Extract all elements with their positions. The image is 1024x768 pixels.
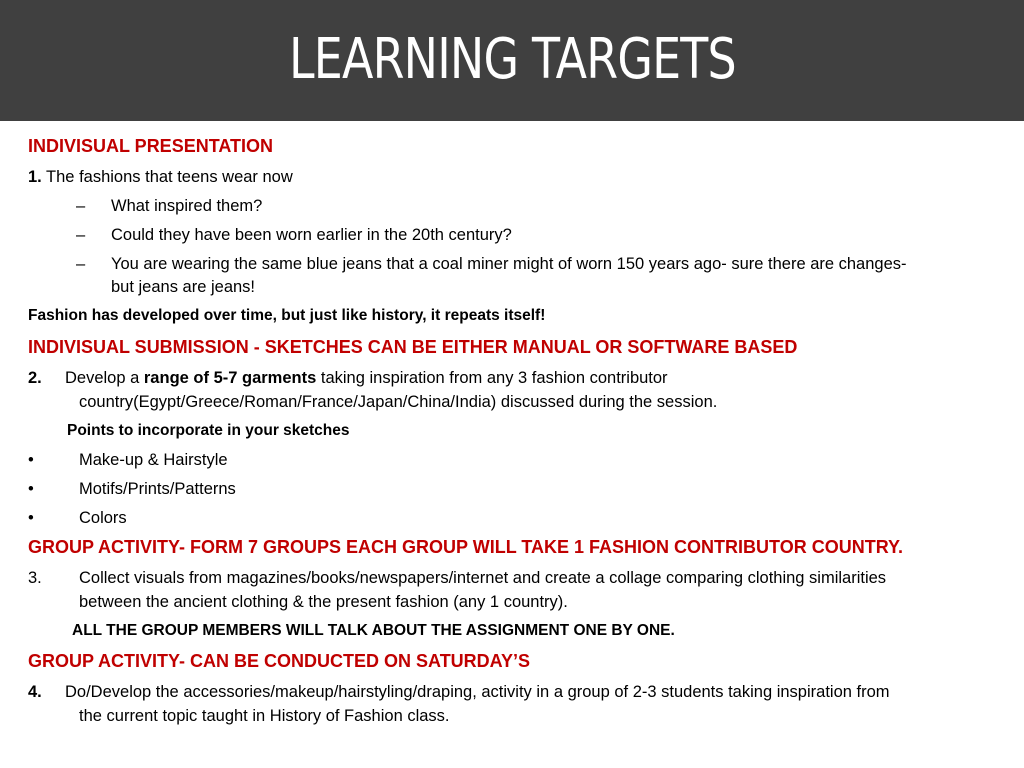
- item-2-post: taking inspiration from any 3 fashion contributor: [316, 369, 668, 387]
- section-heading-individual-submission: INDIVISUAL SUBMISSION - SKETCHES CAN BE EITHER MANUAL OR SOFTWARE BASED: [28, 337, 798, 357]
- section-heading-group-activity-saturday: GROUP ACTIVITY- CAN BE CONDUCTED ON SATURDAY’S: [28, 651, 531, 671]
- bullet-motifs-prints: Motifs/Prints/Patterns: [79, 480, 236, 498]
- dash-marker: –: [76, 197, 86, 215]
- sub-item-inspired: What inspired them?: [111, 197, 263, 215]
- item-3-line2: between the ancient clothing & the present fashion (any 1 country).: [79, 593, 568, 611]
- points-heading: Points to incorporate in your sketches: [67, 422, 350, 439]
- item-4-line1: Do/Develop the accessories/makeup/hairstyling/draping, activity in a group of 2-3 students taking inspiration from: [65, 683, 890, 701]
- item-3-line1: Collect visuals from magazines/books/newspapers/internet and create a collage comparing clothing similarities: [79, 569, 887, 587]
- item-1: [28, 168, 293, 187]
- sub-item-20th-century: Could they have been worn earlier in the 20th century?: [111, 226, 512, 244]
- item-2-garments: range of 5-7 garments: [143, 369, 317, 387]
- section-heading-individual-presentation: INDIVISUAL PRESENTATION: [28, 136, 274, 156]
- item-1-number: 1.: [28, 168, 42, 186]
- item-2-number: 2.: [28, 369, 42, 387]
- bullet-marker: •: [28, 451, 34, 469]
- slide-title: LEARNING TARGETS: [288, 27, 736, 92]
- bullet-marker: •: [28, 480, 34, 498]
- title-bar: [0, 0, 1024, 121]
- sub-item-jeans-line2: but jeans are jeans!: [111, 278, 256, 296]
- bullet-colors: Colors: [79, 509, 127, 527]
- item-4-line2: the current topic taught in History of Fashion class.: [79, 707, 450, 725]
- fashion-history-note: Fashion has developed over time, but just like history, it repeats itself!: [28, 307, 546, 324]
- bullet-marker: •: [28, 509, 34, 527]
- item-4-number: 4.: [28, 683, 42, 701]
- item-2-line2: country(Egypt/Greece/Roman/France/Japan/China/India) discussed during the session.: [79, 393, 718, 411]
- group-members-note: ALL THE GROUP MEMBERS WILL TALK ABOUT THE ASSIGNMENT ONE BY ONE.: [72, 622, 675, 639]
- item-2-pre: Develop a: [65, 369, 144, 387]
- item-3-number: 3.: [28, 569, 42, 587]
- item-1-text: The fashions that teens wear now: [41, 168, 293, 186]
- dash-marker: –: [76, 226, 86, 244]
- bullet-makeup-hairstyle: Make-up & Hairstyle: [79, 451, 228, 469]
- sub-item-jeans-line1: You are wearing the same blue jeans that a coal miner might of worn 150 years ago- sure there are changes-: [111, 255, 907, 273]
- item-2-line1: [65, 369, 668, 388]
- dash-marker: –: [76, 255, 86, 273]
- section-heading-group-activity-7-groups: GROUP ACTIVITY- FORM 7 GROUPS EACH GROUP WILL TAKE 1 FASHION CONTRIBUTOR COUNTRY.: [28, 537, 904, 557]
